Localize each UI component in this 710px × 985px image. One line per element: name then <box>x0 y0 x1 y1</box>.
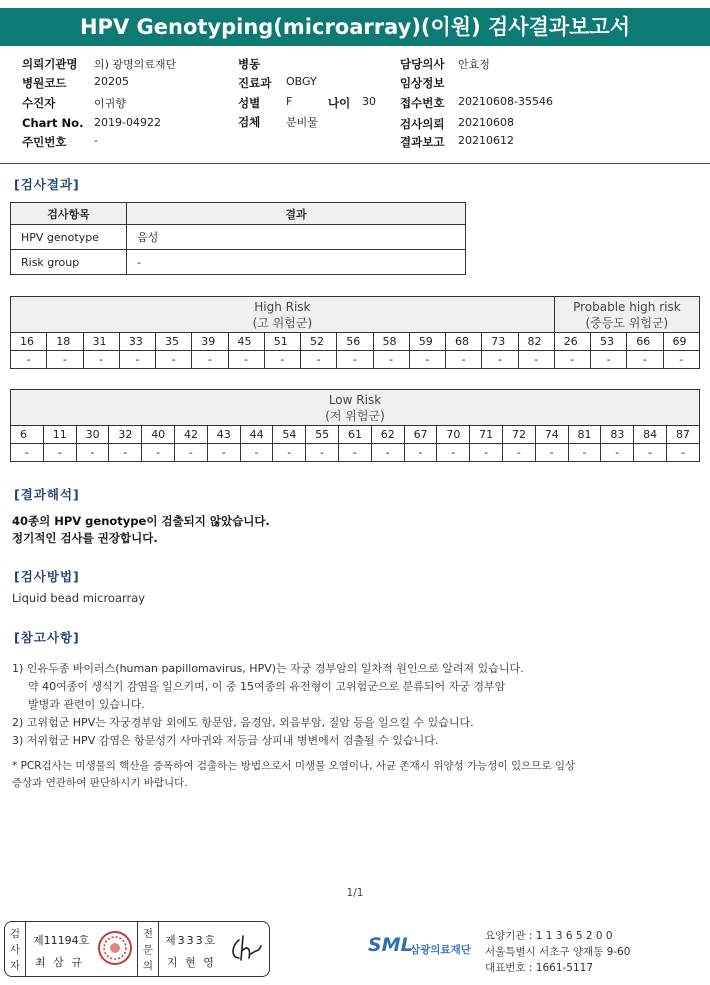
table-row <box>11 225 466 250</box>
hpv-result-cell: - <box>174 444 207 462</box>
result-col-value: 결과 <box>127 203 466 225</box>
chart-label: Chart No. <box>22 116 84 130</box>
hpv-result-cell: - <box>264 351 300 369</box>
hpv-result-cell: - <box>76 444 109 462</box>
hpv-type-cell: 39 <box>192 333 228 351</box>
institution-value: 의) 광명의료재단 <box>94 58 177 71</box>
hpv-type-cell: 59 <box>409 333 445 351</box>
name-label: 수진자 <box>22 96 56 110</box>
contact-info <box>485 928 630 976</box>
interpretation-text <box>12 513 270 547</box>
doctor-label: 담당의사 <box>400 57 445 71</box>
hpv-type-cell: 68 <box>446 333 482 351</box>
doctor-sig-label: 전 문 의 <box>142 928 154 972</box>
note-line: 2) 고위험군 HPV는 자궁경부암 외에도 항문암, 음경암, 외음부암, 질암 등을 일으킬 수 있습니다. <box>12 716 474 729</box>
hpv-type-cell: 32 <box>109 426 142 444</box>
signature-icon <box>227 932 265 966</box>
note-line: 3) 저위험군 HPV 감염은 항문성기 사마귀와 저등급 상피내 병변에서 검출될 수 있습니다. <box>12 734 439 747</box>
request-label: 검사의뢰 <box>400 117 445 131</box>
hpv-type-cell: 44 <box>240 426 273 444</box>
doctor-value: 안효정 <box>458 58 490 71</box>
hpv-result-cell: - <box>119 351 155 369</box>
age-label: 나이 <box>328 96 351 110</box>
contact-line: 대표번호 : 1661-5117 <box>485 962 594 974</box>
section-notes-title: [참고사항] <box>14 630 80 645</box>
dept-value: OBGY <box>286 75 317 88</box>
high-risk-sublabel: (고 위험군) <box>252 315 313 330</box>
result-item: Risk group <box>11 250 127 275</box>
high-risk-table <box>10 296 700 369</box>
hpv-result-cell: - <box>554 351 590 369</box>
inspector-label: 검 사 자 <box>9 928 21 972</box>
hpv-result-cell: - <box>634 444 667 462</box>
code-label: 병원코드 <box>22 76 67 90</box>
note-line: 1) 인유두종 바이러스(human papillomavirus, HPV)는 자궁 경부암의 일차적 원인으로 알려져 있습니다. <box>12 662 524 675</box>
low-risk-results-row <box>11 444 700 462</box>
hpv-result-cell: - <box>47 351 83 369</box>
hpv-type-cell: 67 <box>404 426 437 444</box>
result-value: 음성 <box>127 225 466 250</box>
method-text: Liquid bead microarray <box>12 591 146 605</box>
hpv-type-cell: 56 <box>337 333 373 351</box>
hpv-result-cell: - <box>306 444 339 462</box>
hpv-type-cell: 18 <box>47 333 83 351</box>
inspector-seal-icon <box>97 930 133 966</box>
hpv-type-cell: 42 <box>174 426 207 444</box>
hpv-type-cell: 70 <box>437 426 470 444</box>
low-risk-header <box>11 390 700 426</box>
sex-value: F <box>286 95 293 108</box>
hpv-type-cell: 31 <box>83 333 119 351</box>
chart-value: 2019-04922 <box>94 116 161 129</box>
footnote <box>12 758 702 792</box>
hpv-result-cell: - <box>192 351 228 369</box>
contact-line: 요양기관 : 1 1 3 6 5 2 0 0 <box>485 930 613 942</box>
hpv-type-cell: 58 <box>373 333 409 351</box>
hpv-type-cell: 11 <box>43 426 76 444</box>
inspector-name: 최 삼 규 <box>35 956 84 969</box>
hpv-result-cell: - <box>43 444 76 462</box>
low-risk-types-row <box>11 426 700 444</box>
hpv-result-cell: - <box>228 351 264 369</box>
hpv-type-cell: 83 <box>601 426 634 444</box>
hpv-result-cell: - <box>502 444 535 462</box>
specimen-value: 분비물 <box>286 116 318 129</box>
inspector-license: 제11194호 <box>33 934 90 947</box>
report-date-value: 20210612 <box>458 134 514 147</box>
low-risk-sublabel: (저 위험군) <box>325 408 385 423</box>
hpv-type-cell: 87 <box>666 426 699 444</box>
hpv-type-cell: 69 <box>663 333 700 351</box>
hpv-result-cell: - <box>207 444 240 462</box>
interpretation-line: 정기적인 검사를 권장합니다. <box>12 531 158 545</box>
request-value: 20210608 <box>458 116 514 129</box>
hpv-type-cell: 71 <box>470 426 503 444</box>
hpv-result-cell: - <box>568 444 601 462</box>
hpv-result-cell: - <box>156 351 192 369</box>
hpv-type-cell: 73 <box>482 333 518 351</box>
hpv-result-cell: - <box>142 444 175 462</box>
result-item: HPV genotype <box>11 225 127 250</box>
high-risk-label: High Risk <box>254 299 311 314</box>
patient-info <box>22 56 702 152</box>
doctor-license: 제333호 <box>165 934 218 947</box>
hpv-type-cell: 51 <box>264 333 300 351</box>
hpv-type-cell: 72 <box>502 426 535 444</box>
hpv-result-cell: - <box>371 444 404 462</box>
name-value: 이귀향 <box>94 97 126 110</box>
hpv-type-cell: 52 <box>301 333 337 351</box>
hpv-result-cell: - <box>273 444 306 462</box>
result-col-item: 검사항목 <box>11 203 127 225</box>
hpv-result-cell: - <box>470 444 503 462</box>
hpv-type-cell: 6 <box>11 426 44 444</box>
low-risk-table <box>10 389 700 462</box>
sml-logo <box>368 932 486 968</box>
receipt-value: 20210608-35546 <box>458 95 553 108</box>
report-title: HPV Genotyping(microarray)(이원) 검사결과보고서 <box>0 8 710 46</box>
interpretation-line: 40종의 HPV genotype이 검출되지 않았습니다. <box>12 514 270 528</box>
id-label: 주민번호 <box>22 135 67 149</box>
age-value: 30 <box>362 95 376 108</box>
signature-box <box>4 921 270 977</box>
hpv-result-cell: - <box>404 444 437 462</box>
hpv-result-cell: - <box>535 444 568 462</box>
probable-risk-sublabel: (중등도 위험군) <box>585 315 669 330</box>
hpv-type-cell: 33 <box>119 333 155 351</box>
hpv-type-cell: 54 <box>273 426 306 444</box>
hpv-result-cell: - <box>591 351 627 369</box>
info-divider <box>0 163 710 164</box>
receipt-label: 접수번호 <box>400 96 445 110</box>
hpv-type-cell: 16 <box>11 333 47 351</box>
result-table <box>10 202 466 275</box>
hpv-type-cell: 35 <box>156 333 192 351</box>
report-date-label: 결과보고 <box>400 135 445 149</box>
hpv-type-cell: 66 <box>627 333 663 351</box>
page-number: 1/1 <box>346 887 364 899</box>
note-line: 약 40여종이 생식기 감염을 일으키며, 이 중 15여종의 유전형이 고위험군으로 분류되어 자궁 경부암 <box>28 680 506 693</box>
hpv-result-cell: - <box>337 351 373 369</box>
section-method-title: [검사방법] <box>14 569 80 584</box>
ward-label: 병동 <box>238 57 261 71</box>
hpv-result-cell: - <box>627 351 663 369</box>
probable-risk-label: Probable high risk <box>573 299 681 314</box>
hpv-result-cell: - <box>518 351 554 369</box>
doctor-name: 지 현 영 <box>167 956 216 969</box>
hpv-type-cell: 81 <box>568 426 601 444</box>
institution-label: 의뢰기관명 <box>22 57 78 71</box>
hpv-type-cell: 43 <box>207 426 240 444</box>
high-risk-results-row <box>11 351 700 369</box>
hpv-result-cell: - <box>666 444 699 462</box>
result-value: - <box>127 250 466 275</box>
logo-org-name: 삼광의료재단 <box>410 944 471 956</box>
sex-label: 성별 <box>238 96 261 110</box>
hpv-type-cell: 82 <box>518 333 554 351</box>
dept-label: 진료과 <box>238 76 272 90</box>
hpv-result-cell: - <box>301 351 337 369</box>
hpv-result-cell: - <box>83 351 119 369</box>
section-result-title: [검사결과] <box>14 177 80 192</box>
low-risk-label: Low Risk <box>328 392 382 407</box>
id-value: - <box>94 134 98 147</box>
hpv-result-cell: - <box>240 444 273 462</box>
specimen-label: 검체 <box>238 115 261 129</box>
hpv-result-cell: - <box>109 444 142 462</box>
hpv-type-cell: 40 <box>142 426 175 444</box>
contact-line: 서울특별시 서초구 양재동 9-60 <box>485 946 631 958</box>
hpv-result-cell: - <box>482 351 518 369</box>
hpv-type-cell: 74 <box>535 426 568 444</box>
hpv-result-cell: - <box>446 351 482 369</box>
note-line: 발병과 관련이 있습니다. <box>28 698 145 711</box>
table-row <box>11 250 466 275</box>
hpv-type-cell: 84 <box>634 426 667 444</box>
notes-list <box>12 660 702 750</box>
hpv-type-cell: 55 <box>306 426 339 444</box>
hpv-result-cell: - <box>11 444 44 462</box>
hpv-result-cell: - <box>601 444 634 462</box>
section-interpretation-title: [결과해석] <box>14 487 80 502</box>
hpv-result-cell: - <box>373 351 409 369</box>
hpv-result-cell: - <box>409 351 445 369</box>
code-value: 20205 <box>94 75 129 88</box>
probable-risk-header <box>554 297 699 333</box>
hpv-type-cell: 62 <box>371 426 404 444</box>
logo-mark: SML <box>368 934 413 956</box>
hpv-result-cell: - <box>437 444 470 462</box>
hpv-type-cell: 26 <box>554 333 590 351</box>
hpv-result-cell: - <box>11 351 47 369</box>
hpv-type-cell: 30 <box>76 426 109 444</box>
hpv-type-cell: 61 <box>338 426 371 444</box>
footnote-line: 증상과 연관하여 판단하시기 바랍니다. <box>12 777 188 789</box>
high-risk-types-row <box>11 333 700 351</box>
hpv-result-cell: - <box>663 351 700 369</box>
hpv-result-cell: - <box>338 444 371 462</box>
footnote-line: * PCR검사는 미생물의 핵산을 증폭하여 검출하는 방법으로서 미생물 오염이나, 사균 존재시 위양성 가능성이 있으므로 임상 <box>12 760 576 772</box>
high-risk-header <box>11 297 555 333</box>
hpv-type-cell: 45 <box>228 333 264 351</box>
hpv-type-cell: 53 <box>591 333 627 351</box>
clinical-label: 임상정보 <box>400 76 445 90</box>
